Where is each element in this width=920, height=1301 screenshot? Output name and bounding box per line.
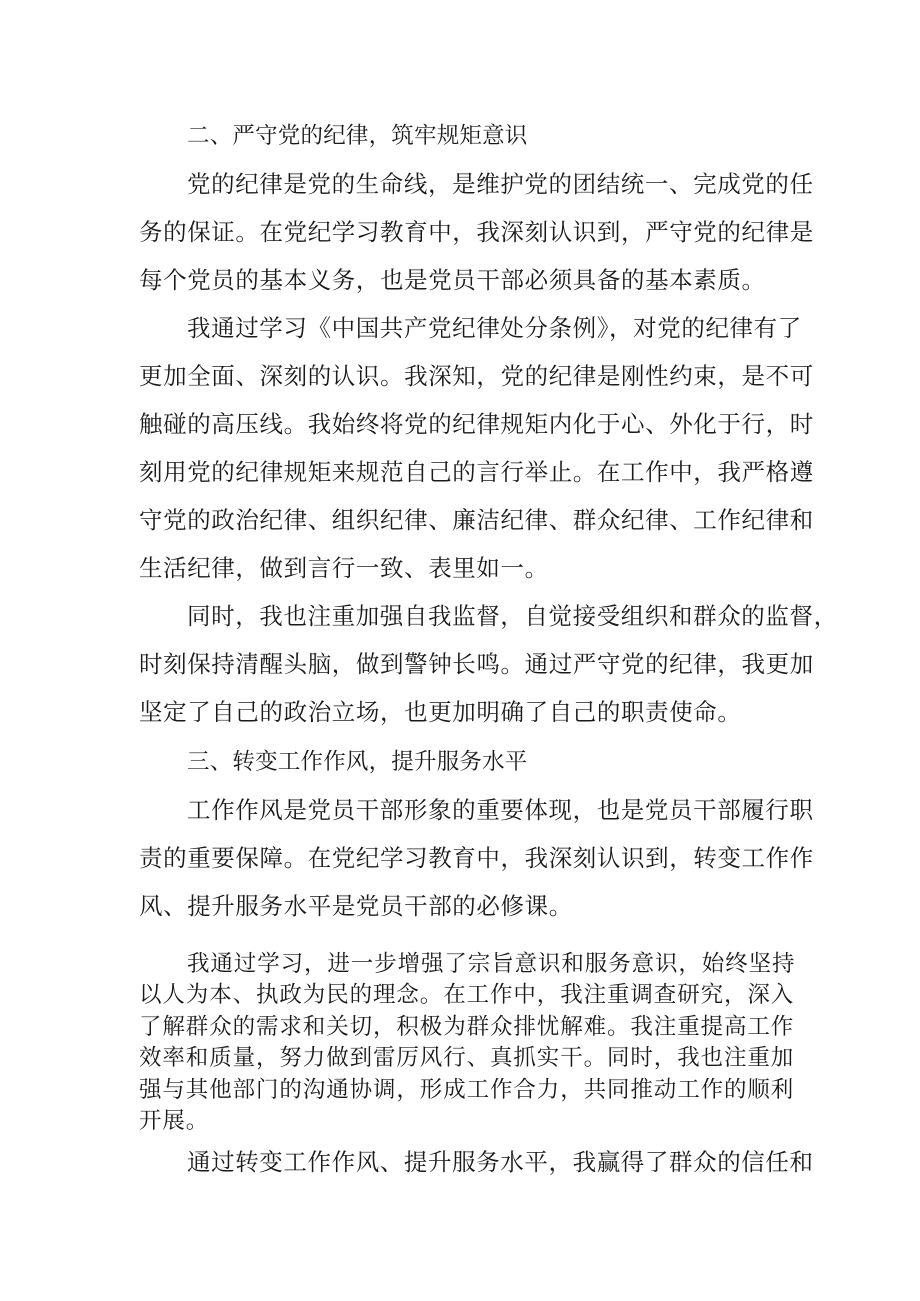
paragraph-line: 触碰的高压线。我始终将党的纪律规矩内化于心、外化于行，时 [139, 410, 814, 438]
paragraph-line: 我通过学习《中国共产党纪律处分条例》，对党的纪律有了 [187, 314, 802, 342]
paragraph-line: 风、提升服务水平是党员干部的必修课。 [139, 892, 573, 920]
paragraph-line: 刻用党的纪律规矩来规范自己的言行举止。在工作中，我严格遵 [139, 458, 814, 486]
paragraph-line: 工作作风是党员干部形象的重要体现，也是党员干部履行职 [187, 796, 814, 824]
paragraph-line: 每个党员的基本义务，也是党员干部必须具备的基本素质。 [139, 266, 766, 294]
paragraph-line: 通过转变工作作风、提升服务水平，我赢得了群众的信任和 [187, 1148, 814, 1176]
paragraph-line: 效率和质量，努力做到雷厉风行、真抓实干。同时，我也注重加 [139, 1045, 795, 1071]
paragraph-line: 开展。 [139, 1108, 210, 1134]
paragraph-line: 同时，我也注重加强自我监督，自觉接受组织和群众的监督， [187, 602, 838, 630]
paragraph-line: 党的纪律是党的生命线，是维护党的团结统一、完成党的任 [187, 170, 814, 198]
paragraph-line: 我通过学习，进一步增强了宗旨意识和服务意识，始终坚持 [187, 951, 796, 977]
paragraph-line: 守党的政治纪律、组织纪律、廉洁纪律、群众纪律、工作纪律和 [139, 506, 814, 534]
paragraph-line: 时刻保持清醒头脑，做到警钟长鸣。通过严守党的纪律，我更加 [139, 650, 814, 678]
paragraph-line: 责的重要保障。在党纪学习教育中，我深刻认识到，转变工作作 [139, 844, 814, 872]
paragraph-line: 强与其他部门的沟通协调，形成工作合力，共同推动工作的顺利 [139, 1077, 795, 1103]
section-heading: 二、严守党的纪律，筑牢规矩意识 [187, 123, 528, 149]
paragraph-line: 务的保证。在党纪学习教育中，我深刻认识到，严守党的纪律是 [139, 218, 814, 246]
paragraph-line: 了解群众的需求和关切，积极为群众排忧解难。我注重提高工作 [139, 1014, 795, 1040]
paragraph-line: 以人为本、执政为民的理念。在工作中，我注重调查研究，深入 [139, 982, 795, 1008]
section-heading: 三、转变工作作风，提升服务水平 [187, 749, 528, 775]
paragraph-line: 坚定了自己的政治立场，也更加明确了自己的职责使命。 [139, 698, 742, 726]
paragraph-line: 更加全面、深刻的认识。我深知，党的纪律是刚性约束，是不可 [139, 362, 814, 390]
paragraph-line: 生活纪律，做到言行一致、表里如一。 [139, 554, 549, 582]
